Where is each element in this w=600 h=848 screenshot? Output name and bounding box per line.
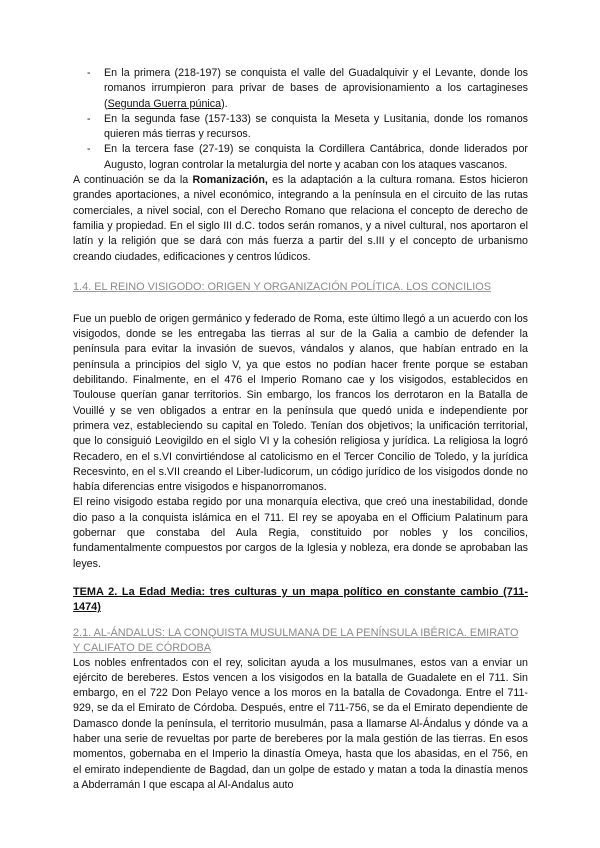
conquest-phases-list <box>73 66 528 173</box>
list-item: - En la primera (218-197) se conquista el valle del Guadalquivir y el Levante, donde los romanos irrumpieron para privar de bases de aprovisionamiento a los cartagineses (Segunda Guerra púnica). <box>104 66 528 112</box>
list-item: - En la segunda fase (157-133) se conquista la Meseta y Lusitania, donde los romanos quieren más tierras y recursos. <box>104 112 528 143</box>
romanization-paragraph: A continuación se da la Romanización, es la adaptación a la cultura romana. Estos hicieron grandes aportaciones, a nivel económico, integrando a la península en el circuito de las rutas comerciales, a nivel social, con el Derecho Romano que relaciona el concepto de derecho de familia y propiedad. En el siglo III d.C. todos serán romanos, y a nivel cultural, nos aportaron el latín y la religión que se dará con más fuerza a partir del s.III y el concepto de urbanismo creando ciudades, edificaciones y centros lúdicos. <box>73 174 528 263</box>
al-andalus-paragraph: Los nobles enfrentados con el rey, solicitan ayuda a los musulmanes, estos van a enviar un ejército de bereberes. Estos vencen a los visigodos en la batalla de Guadalete en el 711. Sin embargo, en el 722 Don Pelayo vence a los moros en la batalla de Covadonga. Entre el 711-929, se da el Emirato de Córdoba. Después, entre el 711-756, se da el Emirato dependiente de Damasco donde la península, el territorio musulmán, pasa a llamarse Al-Ándalus y dónde va a haber una serie de revueltas por parte de bereberes por la mala gestión de las tierras. En esos momentos, gobernaba en el Imperio la dinastía Omeya, hasta que los abasidas, en el 756, en el emirato independiente de Bagdad, dan un golpe de estado y matan a toda la dinastía menos a Abderramán I que escapa al Al-Andalus auto <box>73 656 528 791</box>
visigodo-paragraph-1: Fue un pueblo de origen germánico y federado de Roma, este último llegó a un acuerdo con los visigodos, donde se les entregaba las tierras al sur de la Galia a cambio de defender la península para evitar la invasión de suevos, vándalos y alanos, que habían entrado en la península a principios del siglo V, ya que estos no podían hacer frente porque se estaban debilitando. Finalmente, en el 476 el Imperio Romano cae y los visigodos, establecidos en Toulouse querían ganar territorios. Sin embargo, los francos los derrotaron en la Batalla de Vouillé y se ven obligados a entrar en la península que quedó unida e independiente por primera vez, estableciendo su capital en Toledo. Tenían dos objetivos; la unificación territorial, que lo consiguió Leovigildo en el siglo VI y la cohesión religiosa y jurídica. La religiosa la logró Recadero, en el s.VI convirtiéndose al catolicismo en el Tercer Concilio de Toledo, y la jurídica Recesvinto, en el s.VII creando el Liber-ludicorum, un código jurídico de los visigodos donde no había diferencias entre visigodos e hispanorromanos. <box>73 312 528 494</box>
tema-2-title: TEMA 2. La Edad Media: tres culturas y un mapa político en constante cambio (711-1474) <box>73 585 528 614</box>
section-heading-al-andalus: 2.1. AL-ÁNDALUS: LA CONQUISTA MUSULMANA DE LA PENÍNSULA IBÉRICA. EMIRATO Y CALIFATO DE CÓRDOBA <box>73 626 519 654</box>
romanization-term: Romanización, <box>192 174 268 187</box>
document-page <box>73 66 528 793</box>
list-item: - En la tercera fase (27-19) se conquista la Cordillera Cantábrica, donde liderados por Augusto, logran controlar la metalurgia del norte y acaban con los ataques vascanos. <box>104 142 528 173</box>
segunda-guerra-punica-link[interactable]: Segunda Guerra púnica <box>107 97 222 110</box>
visigodo-paragraph-2: El reino visigodo estaba regido por una monarquía electiva, que creó una inestabilidad, donde dio paso a la conquista islámica en el 711. El rey se apoyaba en el Officium Palatinum para gobernar que constaba del Aula Regia, constituido por nobles y los concilios, fundamentalmente compuestos por cargos de la Iglesia y nobleza, era donde se aprobaban las leyes. <box>73 496 528 570</box>
section-heading-visigodo: 1.4. EL REINO VISIGODO: ORIGEN Y ORGANIZACIÓN POLÍTICA. LOS CONCILIOS <box>73 280 491 293</box>
